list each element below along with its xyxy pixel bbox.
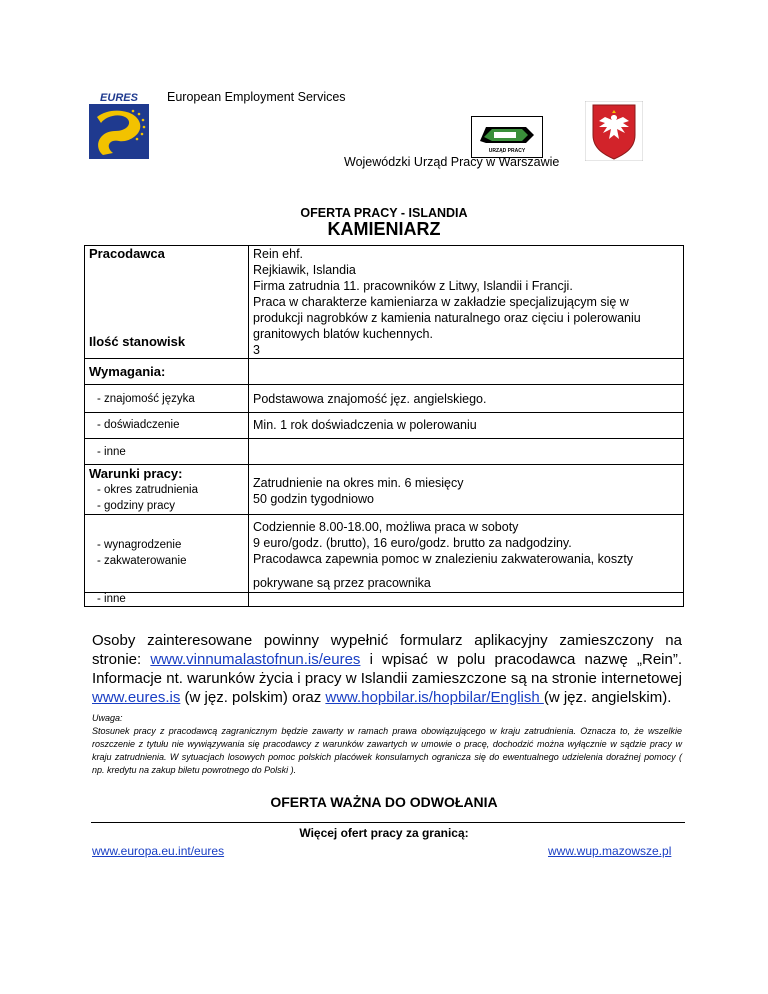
offer-label: OFERTA PRACY - ISLANDIA bbox=[300, 206, 468, 220]
positions-label: Ilość stanowisk bbox=[89, 334, 186, 349]
eures-logo-text: EURES bbox=[100, 92, 138, 104]
wup-logo-text: URZĄD PRACY bbox=[488, 148, 526, 154]
experience-label: - doświadczenie bbox=[85, 413, 249, 439]
housing-value: Pracodawca zapewnia pomoc w znalezieniu zakwaterowania, koszty bbox=[253, 552, 634, 566]
salary-label: - wynagrodzenie bbox=[97, 539, 182, 551]
offer-table bbox=[84, 245, 684, 607]
hours-value: 50 godzin tygodniowo bbox=[253, 492, 374, 506]
conditions-label: Warunki pracy: bbox=[89, 466, 183, 481]
salary-cell bbox=[85, 515, 249, 593]
wup-logo bbox=[471, 116, 543, 158]
hours-label: - godziny pracy bbox=[97, 500, 175, 512]
eures-logo bbox=[89, 91, 149, 159]
requirements-label: Wymagania: bbox=[85, 359, 249, 385]
language-label: - znajomość języka bbox=[85, 385, 249, 413]
valid-until: OFERTA WAŻNA DO ODWOŁANIA bbox=[270, 794, 498, 810]
period-label: - okres zatrudnienia bbox=[97, 484, 198, 496]
salary-value: 9 euro/godz. (brutto), 16 euro/godz. brutto za nadgodziny. bbox=[253, 536, 572, 550]
link-europa-eures[interactable]: www.europa.eu.int/eures bbox=[92, 844, 225, 858]
note-title: Uwaga: bbox=[92, 713, 123, 723]
experience-value: Min. 1 rok doświadczenia w polerowaniu bbox=[249, 413, 684, 439]
crest-logo bbox=[585, 101, 643, 161]
conditions-cell bbox=[85, 465, 249, 515]
link-eures-is[interactable]: www.eures.is bbox=[92, 689, 181, 706]
other-req-label: - inne bbox=[85, 439, 249, 465]
link-vinnumalastofnun[interactable]: www.vinnumalastofnun.is/eures bbox=[150, 651, 361, 668]
housing-label: - zakwaterowanie bbox=[97, 555, 187, 567]
office-name: Wojewódzki Urząd Pracy w Warszawie bbox=[344, 155, 560, 169]
link-wup-mazowsze[interactable]: www.wup.mazowsze.pl bbox=[548, 844, 672, 858]
note-text: Stosunek pracy z pracodawcą zagranicznym będzie zawarty w ramach prawa obowiązującego w kraju zatrudnienia. Oznacza to, że wszelkie roszczenie z tytułu nie wywiązywania się pracodawcy z warunków zawartych w umowie o pracę, dochodzić można wyłącznie w sądzie pracy w kraju zatrudnienia. W sytuacjach losowych pomoc polskich placówek konsularnych ogranicza się do ewentualnego udzielenia doraźnej pomocy ( np. kredytu na zakup biletu powrotnego do Polski ). bbox=[92, 726, 682, 775]
link-hopbilar[interactable]: www.hopbilar.is/hopbilar/English bbox=[325, 689, 544, 706]
info-paragraph: Osoby zainteresowane powinny wypełnić formularz aplikacyjny zamieszczony na stronie: www.vinnumalastofnun.is/eures i wpisać w polu pracodawca nazwę „Rein”. Informacje nt. warunków życia i pracy w Islandii zamieszczone są na stronie internetowej www.eures.is (w jęz. polskim) oraz www.hopbilar.is/hopbilar/English (w jęz. angielskim). bbox=[92, 632, 682, 706]
note bbox=[92, 712, 682, 777]
employer-cell: Rein ehf. Rejkiawik, Islandia Firma zatrudnia 11. pracowników z Litwy, Islandii i Francji. Praca w charakterze kamieniarza w zakładzie specjalizującym się w produkcji nagrobków z kamienia naturalnego oraz cięciu i polerowaniu granitowych blatów kuchennych. 3 bbox=[249, 246, 684, 359]
employer-label: Pracodawca Ilość stanowisk bbox=[85, 246, 249, 359]
housing-value-2: pokrywane są przez pracownika bbox=[253, 576, 431, 590]
positions-value: 3 bbox=[253, 343, 260, 357]
period-value: Zatrudnienie na okres min. 6 miesięcy bbox=[253, 476, 464, 490]
language-value: Podstawowa znajomość jęz. angielskiego. bbox=[249, 385, 684, 413]
more-offers: Więcej ofert pracy za granicą: bbox=[299, 826, 469, 840]
org-name: European Employment Services bbox=[167, 90, 346, 104]
schedule-value: Codziennie 8.00-18.00, możliwa praca w soboty bbox=[253, 520, 519, 534]
other-cond-label: - inne bbox=[85, 593, 249, 607]
job-title: KAMIENIARZ bbox=[327, 219, 441, 239]
divider bbox=[91, 822, 685, 823]
